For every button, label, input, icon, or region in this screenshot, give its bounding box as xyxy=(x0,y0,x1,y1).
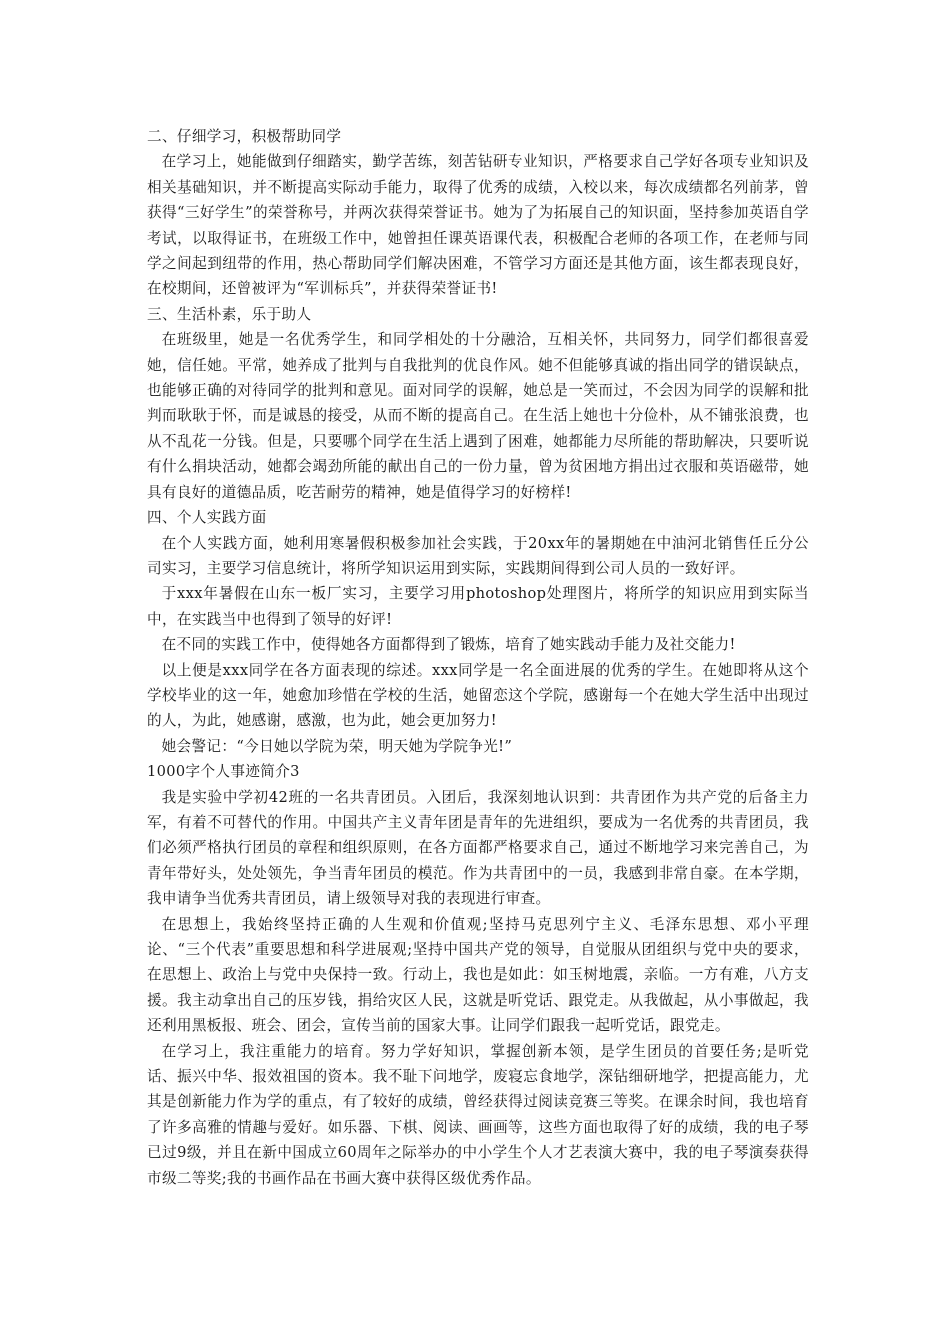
document-page xyxy=(147,124,809,1191)
section-heading: 三、生活朴素，乐于助人 xyxy=(147,305,312,323)
paragraph: 于xxx年暑假在山东一板厂实习，主要学习用photoshop处理图片，将所学的知识应用到实际当中，在实践当中也得到了领导的好评! xyxy=(147,585,809,628)
paragraph: 在学习上，我注重能力的培育。努力学好知识，掌握创新本领，是学生团员的首要任务;是听党话、振兴中华、报效祖国的资本。我不耻下问地学，废寝忘食地学，深钻细研地学，把提高能力，尤其是创新能力作为学的重点，有了较好的成绩，曾经获得过阅读竞赛三等奖。在课余时间，我也培育了许多高雅的情趣与爱好。如乐器、下棋、阅读、画画等，这些方面也取得了好的成绩，我的电子琴已过9级，并且在新中国成立60周年之际举办的中小学生个人才艺表演大赛中，我的电子琴演奏获得市级二等奖;我的书画作品在书画大赛中获得区级优秀作品。 xyxy=(147,1042,809,1187)
paragraph: 在班级里，她是一名优秀学生，和同学相处的十分融洽，互相关怀，共同努力，同学们都很喜爱她，信任她。平常，她养成了批判与自我批判的优良作风。她不但能够真诚的指出同学的错误缺点，也能够正确的对待同学的批判和意见。面对同学的误解，她总是一笑而过，不会因为同学的误解和批判而耿耿于怀，而是诚恳的接受，从而不断的提高自己。在生活上她也十分俭朴，从不铺张浪费，也从不乱花一分钱。但是，只要哪个同学在生活上遇到了困难，她都能力尽所能的帮助解决，只要听说有什么捐块活动，她都会竭劲所能的献出自己的一份力量，曾为贫困地方捐出过衣服和英语磁带，她具有良好的道德品质，吃苦耐劳的精神，她是值得学习的好榜样! xyxy=(147,331,809,501)
paragraph: 以上便是xxx同学在各方面表现的综述。xxx同学是一名全面进展的优秀的学生。在她即将从这个学校毕业的这一年，她愈加珍惜在学校的生活，她留恋这个学院，感谢每一个在她大学生活中出现过的人，为此，她感谢，感激，也为此，她会更加努力! xyxy=(147,661,809,730)
paragraph: 在不同的实践工作中，使得她各方面都得到了锻炼，培育了她实践动手能力及社交能力! xyxy=(161,636,736,654)
paragraph: 她会警记：“今日她以学院为荣，明天她为学院争光!” xyxy=(161,737,513,755)
paragraph: 在个人实践方面，她利用寒暑假积极参加社会实践，于20xx年的暑期她在中油河北销售任丘分公司实习，主要学习信息统计，将所学知识运用到实际，实践期间得到公司人员的一致好评。 xyxy=(147,534,809,577)
section-heading: 1000字个人事迹简介3 xyxy=(147,763,300,781)
paragraph: 我是实验中学初42班的一名共青团员。入团后，我深刻地认识到：共青团作为共产党的后备主力军，有着不可替代的作用。中国共产主义青年团是青年的先进组织，要成为一名优秀的共青团员，我们必须严格执行团员的章程和组织原则，在各方面都严格要求自己，通过不断地学习来完善自己，为青年带好头，处处领先，争当青年团员的模范。作为共青团中的一员，我感到非常自豪。在本学期，我申请争当优秀共青团员，请上级领导对我的表现进行审查。 xyxy=(147,788,809,908)
section-heading: 四、个人实践方面 xyxy=(147,509,267,527)
paragraph: 在学习上，她能做到仔细踏实，勤学苦练，刻苦钻研专业知识，严格要求自己学好各项专业知识及相关基础知识，并不断提高实际动手能力，取得了优秀的成绩，入校以来，每次成绩都名列前茅，曾获得“三好学生”的荣誉称号，并两次获得荣誉证书。她为了为拓展自己的知识面，坚持参加英语自学考试，以取得证书，在班级工作中，她曾担任课英语课代表，积极配合老师的各项工作，在老师与同学之间起到纽带的作用，热心帮助同学们解决困难，不管学习方面还是其他方面，该生都表现良好，在校期间，还曾被评为“军训标兵”，并获得荣誉证书! xyxy=(147,153,809,298)
section-heading: 二、仔细学习，积极帮助同学 xyxy=(147,128,342,145)
paragraph: 在思想上，我始终坚持正确的人生观和价值观;坚持马克思列宁主义、毛泽东思想、邓小平理论、“三个代表”重要思想和科学进展观;坚持中国共产党的领导，自觉服从团组织与党中央的要求，在思想上、政治上与党中央保持一致。行动上，我也是如此：如玉树地震，亲临。一方有难，八方支援。我主动拿出自己的压岁钱，捐给灾区人民，这就是听党话、跟党走。从我做起，从小事做起，我还利用黑板报、班会、团会，宣传当前的国家大事。让同学们跟我一起听党话，跟党走。 xyxy=(147,915,809,1035)
